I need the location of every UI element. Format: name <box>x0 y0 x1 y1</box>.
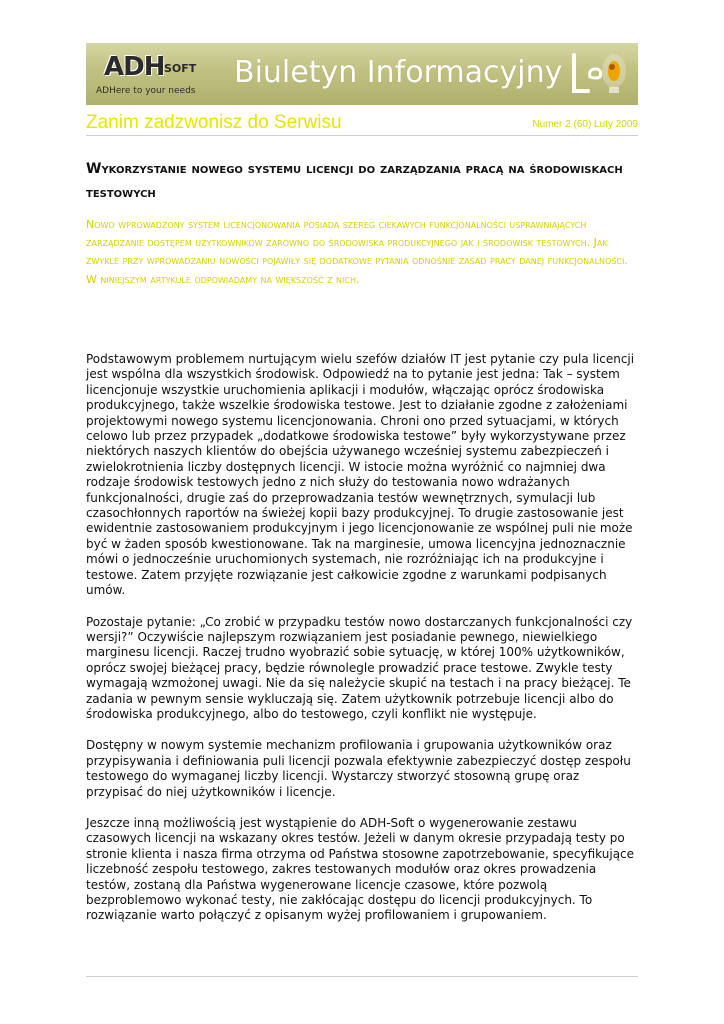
divider-bottom <box>86 976 638 977</box>
divider-top <box>86 135 638 136</box>
article-body <box>86 352 638 940</box>
leo-text: LeO <box>566 47 568 48</box>
logo-tagline: ADHere to your needs <box>96 86 196 96</box>
article-paragraph: Podstawowym problemem nurtującym wielu szefów działów IT jest pytanie czy pula licencji jest wspólna dla wszystkich środowisk. Odpowiedź na to pytanie jest jedna: Tak – system licencjonuje wszystkie uruchomienia aplikacji i modułów, włączając oprócz środowiska produkcyjnego, także wszelkie środowiska testowe. Jest to działanie zgodne z założeniami projektowymi nowego systemu licencjonowania. Chroni ono przed sytuacjami, w których celowo lub przez przypadek „dodatkowe środowiska testowe” były wykorzystywane przez niektórych naszych klientów do obejścia używanego wcześniej systemu zabezpieczeń i zwielokrotnienia liczby dostępnych licencji. W istocie można wyróżnić co najmniej dwa rodzaje środowisk testowych jedno z nich służy do testowania nowo wdrażanych funkcjonalności, drugie zaś do przeprowadzania testów wewnętrznych, symulacji lub czasochłonnych raportów na świeżej kopii bazy produkcyjnej. To drugie zastosowanie jest ewidentnie zastosowaniem produkcyjnym i jego licencjonowanie ze wspólnej puli nie może być w żaden sposób kwestionowane. Tak na marginesie, umowa licencyjna jednoznacznie mówi o jednocześnie uruchomionych systemach, nie rozróżniając ich na produkcyjne i testowe. Zatem przyjęte rozwiązanie jest całkowicie zgodne z warunkami podpisanych umów. <box>86 352 635 598</box>
leo-lightbulb-logo <box>566 47 630 103</box>
banner-title: Biuletyn Informacyjny <box>234 55 563 90</box>
logo-text: ADH <box>104 52 165 82</box>
article-paragraph: Jeszcze inną możliwością jest wystąpienie do ADH-Soft o wygenerowanie zestawu czasowych licencji na wskazany okres testów. Jeżeli w danym okresie przypadają testy po stronie klienta i nasza firma otrzyma od Państwa stosowne zapotrzebowanie, specyfikujące liczebność zespołu testowego, zakres testowanych modułów oraz okres prowadzenia testów, zostaną dla Państwa wygenerowane licencje czasowe, które pozwolą bezproblemowo wykonać testy, nie zakłócając dostępu do licencji produkcyjnych. To rozwiązanie warto połączyć z opisanym wyżej profilowaniem i grupowaniem. <box>86 815 635 923</box>
section-title: Zanim zadzwonisz do Serwisu <box>86 112 342 133</box>
article-lead: Nowo wprowadzony system licencjonowania posiada szereg ciekawych funkcjonalności usprawniających zarządzanie dostępem użytkowników zarówno do środowiska produkcyjnego jak i środowisk testowych. Jak zwykle przy wprowadzaniu nowości pojawiły się dodatkowe pytania odnośnie zasad pracy danej funkcjonalności. W niniejszym artykule odpowiadamy na większość z nich. <box>86 218 628 286</box>
article-title: Wykorzystanie nowego systemu licencji do zarządzania pracą na środowiskach testowych <box>86 161 623 201</box>
article-paragraph: Pozostaje pytanie: „Co zrobić w przypadku testów nowo dostarczanych funkcjonalności czy wersji?” Oczywiście najlepszym rozwiązaniem jest posiadanie pewnego, niewielkiego marginesu licencji. Raczej trudno wyobrazić sobie sytuację, w której 100% użytkowników, oprócz swojej bieżącej pracy, będzie równolegle prowadzić prace testowe. Zwykle testy wymagają wzmożonej uwagi. Nie da się należycie skupić na testach i na pracy bieżącej. Te zadania w pewnym sensie wykluczają się. Zatem użytkownik potrzebuje licencji albo do środowiska produkcyjnego, albo do testowego, czyli konflikt nie występuje. <box>86 614 633 721</box>
article-paragraph: Dostępny w nowym systemie mechanizm profilowania i grupowania użytkowników oraz przypisywania i definiowania puli licencji pozwala efektywnie zabezpieczyć dostęp zespołu testowego do wymaganej liczby licencji. Wystarczy stworzyć stosowną grupę oraz przypisać do niej użytkowników i licencje. <box>86 738 631 799</box>
logo-soft: SOFT <box>164 62 197 75</box>
issue-number-date: Numer 2 (60) Luty 2009 <box>532 119 638 130</box>
adh-soft-logo <box>94 52 224 98</box>
header-banner <box>86 43 638 105</box>
